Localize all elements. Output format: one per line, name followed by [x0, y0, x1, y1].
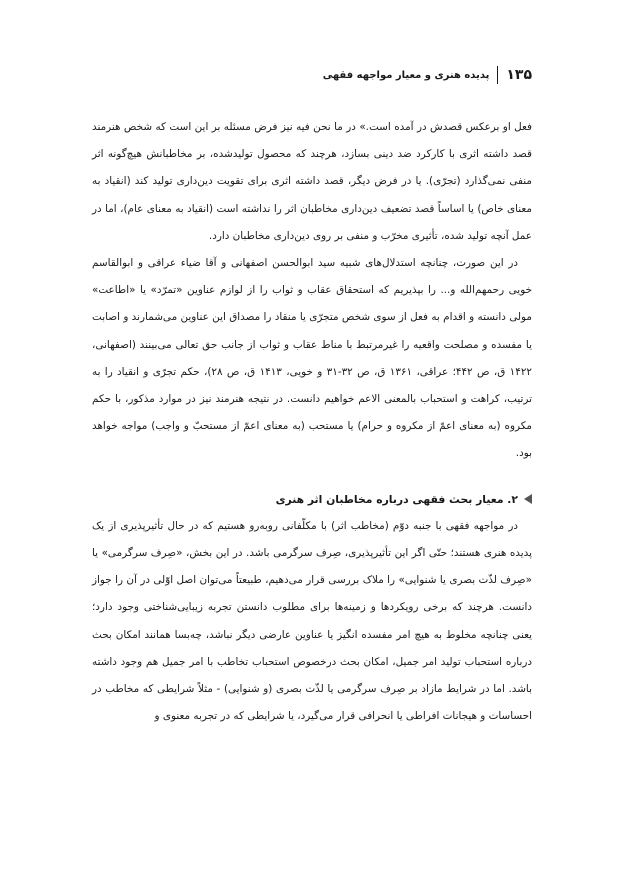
paragraph-continuation: فعل او برعکس قصدش در آمده است.» در ما نحن فیه نیز فرض مسئله بر این است که شخص هنرمند قصد داشته اثری با کارکرد ضد دینی بسازد، هرچند که محصول تولیدشده، بر مخاطبانش هیچ‌گونه اثر منفی نمی‌گذارد (تجرّی). یا در فرض دیگر، قصد داشته اثری برای تقویت دین‌داری تولید کند (انقیاد به معنای خاص) یا اساساً قصد تضعیف دین‌داری مخاطبان اثر را نداشته است (انقیاد به معنای عام)، اما در عمل آنچه تولید شده، تأثیری مخرّب و منفی بر روی دین‌داری مخاطبان دارد. [92, 121, 532, 242]
header-divider [497, 66, 498, 84]
running-head [92, 62, 532, 88]
triangle-bullet-icon [524, 494, 532, 504]
section-heading [92, 486, 532, 513]
paragraph: در این صورت، چنانچه استدلال‌های شبیه سید ابوالحسن اصفهانی و آقا ضیاء عراقی و ابوالقاسم خویی رحمهم‌الله و... را بپذیریم که استحقاق عقاب و ثواب را از لوازم عناوین «تمرّد» یا «اطاعت» مولی دانسته و اقدام به فعل از سوی شخص متجرّی یا منقاد را مصداق این عناوین می‌شمارند و اصابت یا مفسده و مصلحت واقعیه را غیرمرتبط با مناط عقاب و ثواب از جانب حق تعالی می‌بینند (اصفهانی، ۱۴۲۲ ق، ص ۴۴۲؛ عراقی، ۱۳۶۱ ق، ص ۳۲-۳۱ و خویی، ۱۴۱۳ ق، ص ۲۸)، حکم تجرّی و انقیاد را به ترتیب، کراهت و استحباب بالمعنی الاعم خواهیم دانست. در نتیجه هنرمند نیز در موارد مذکور، با حکم مکروه (به معنای اعمّ از مکروه و حرام) یا مستحب (به معنای اعمّ از مستحبّ و واجب) مواجه خواهد بود. [92, 257, 532, 460]
section-heading-text: ۲. معیار بحث فقهی درباره مخاطبان اثر هنری [275, 492, 518, 506]
page-body [92, 114, 532, 730]
page-number: ۱۳۵ [506, 67, 532, 83]
paragraph: در مواجهه فقهی با جنبه دوّم (مخاطب اثر) با مکلّفانی روبه‌رو هستیم که در حال تأثیرپذیری از یک پدیده هنری هستند؛ حتّی اگر این تأثیرپذیری، صِرف سرگرمی باشد. در این بخش، «صِرف سرگرمی» یا «صِرف لذّت بصری یا شنوایی» را ملاک بررسی قرار می‌دهیم، طبیعتاً می‌توان اصل اوّلی در آن را جواز دانست. هرچند که برخی رویکردها و زمینه‌ها برای مطلوب دانستن تجربه زیبایی‌شناختی وجود دارد؛ یعنی چنانچه مخلوط به هیچ امر مفسده انگیز یا عناوین عارضی دیگر نباشد، چه‌بسا همانند امکان بحث درباره استحباب تولید امر جمیل، امکان بحث درخصوص استحباب تخاطب با امر جمیل هم وجود داشته باشد. اما در شرایط مازاد بر صِرف سرگرمی یا لذّت بصری (و شنوایی) - مثلاً شرایطی که مخاطب در احساسات و هیجانات افراطی یا انحرافی قرار می‌گیرد، یا شرایطی که در تجربه معنوی و [92, 519, 532, 723]
running-title: پدیده هنری و معیار مواجهه فقهی [322, 69, 490, 81]
